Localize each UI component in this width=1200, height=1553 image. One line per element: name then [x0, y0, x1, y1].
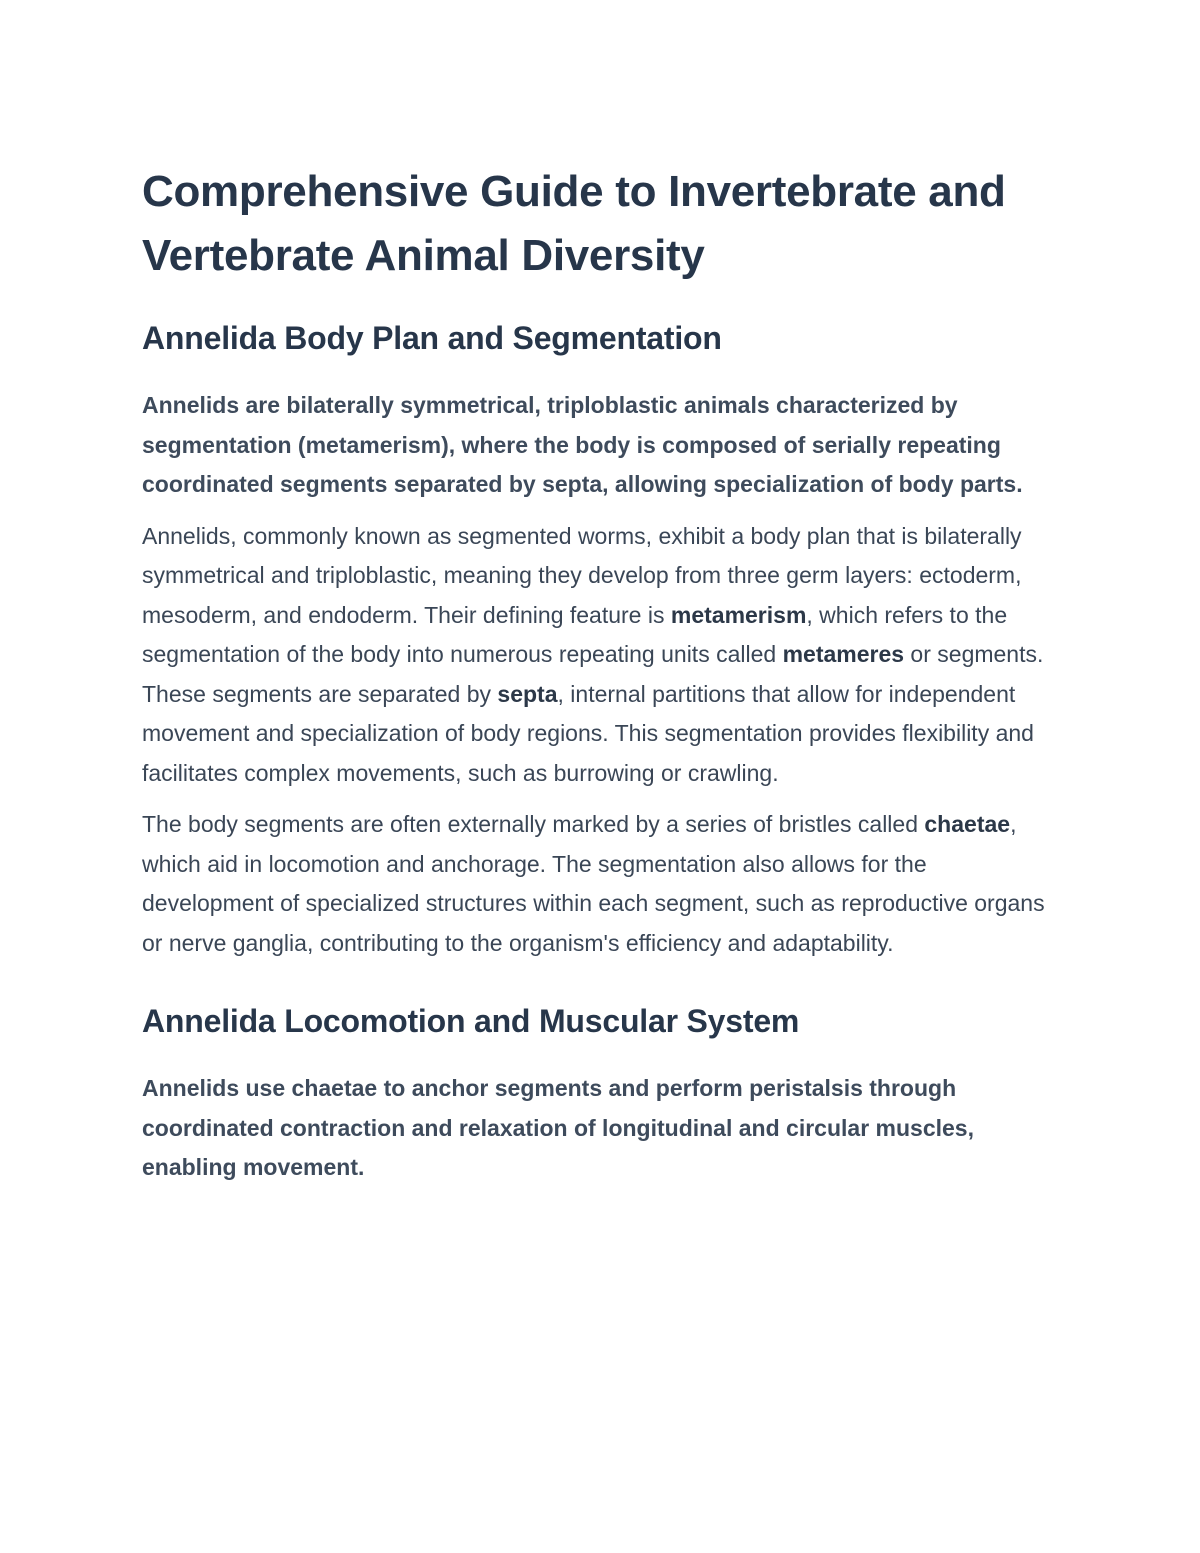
paragraph-text: , internal partitions that allow for independent movement and specialization of body regions. This segmentation provides flexibility and facilitates complex movements, such as burrowing or crawling. [142, 680, 1034, 786]
section-heading-locomotion: Annelida Locomotion and Muscular System [142, 1003, 800, 1039]
paragraph-text: Annelids, commonly known as segmented worms, exhibit a body plan that is bilaterally symmetrical and triploblastic, meaning they develop from three germ layers: ectoderm, mesoderm, and endoderm. Their defining feature is [142, 522, 1022, 628]
paragraph-text: or segments. These segments are separated by [142, 641, 1044, 707]
section-summary-body-plan: Annelids are bilaterally symmetrical, triploblastic animals characterized by segmentation (metamerism), where the body is composed of serially repeating coordinated segments separated by septa, allowing specialization of body parts. [142, 392, 1023, 497]
paragraph-text: , which aid in locomotion and anchorage. The segmentation also allows for the development of specialized structures within each segment, such as reproductive organs or nerve ganglia, contributing to the organism's efficiency and adaptability. [142, 811, 1045, 956]
paragraph-text: , which refers to the segmentation of the body into numerous repeating units called [142, 601, 1008, 667]
body-paragraph-chaetae [142, 805, 1062, 963]
term-metameres: metameres [782, 641, 905, 667]
document-page [142, 160, 1062, 1188]
term-metamerism: metamerism [670, 601, 807, 628]
term-chaetae: chaetae [924, 811, 1011, 837]
section-heading-body-plan: Annelida Body Plan and Segmentation [142, 320, 722, 356]
term-septa: septa [497, 680, 558, 707]
section-summary-locomotion: Annelids use chaetae to anchor segments and perform peristalsis through coordinated contraction and relaxation of longitudinal and circular muscles, enabling movement. [142, 1075, 974, 1180]
paragraph-text: The body segments are often externally marked by a series of bristles called [142, 811, 925, 837]
body-paragraph-metamerism [142, 517, 1062, 794]
page-title: Comprehensive Guide to Invertebrate and Vertebrate Animal Diversity [142, 167, 1006, 280]
